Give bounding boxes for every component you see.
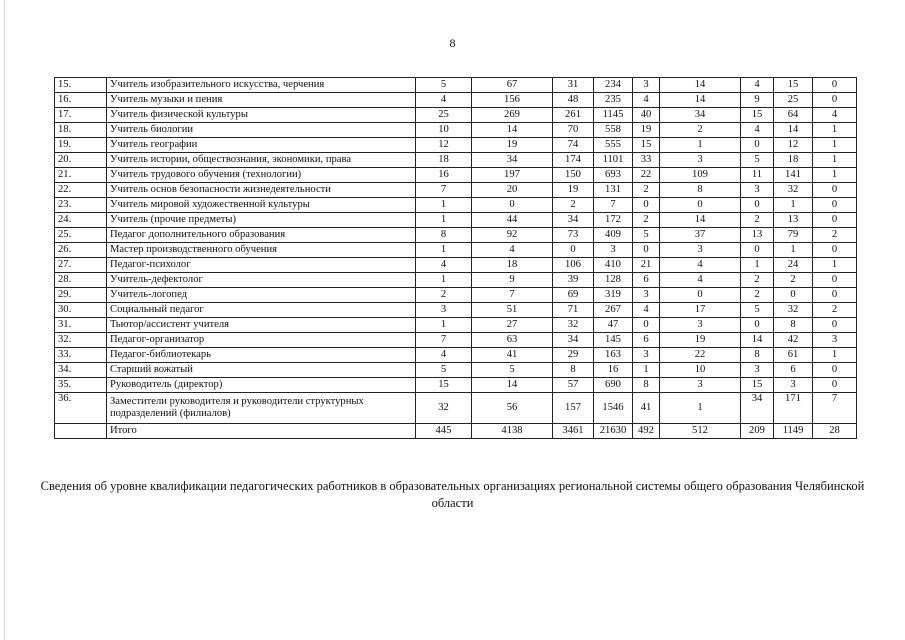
value-cell: 5: [416, 78, 472, 93]
value-cell: 14: [660, 93, 741, 108]
value-cell: 14: [660, 213, 741, 228]
value-cell: 71: [553, 303, 594, 318]
value-cell: 33: [633, 153, 660, 168]
row-number-cell: 32.: [55, 333, 107, 348]
position-name-cell: Учитель основ безопасности жизнедеятельности: [107, 183, 416, 198]
value-cell: 2: [813, 303, 857, 318]
value-cell: 51: [472, 303, 553, 318]
value-cell: 8: [741, 348, 774, 363]
value-cell: 6: [774, 363, 813, 378]
position-name-cell: Учитель мировой художественной культуры: [107, 198, 416, 213]
value-cell: 2: [741, 213, 774, 228]
position-name-cell: Учитель трудового обучения (технологии): [107, 168, 416, 183]
table-body: [55, 78, 857, 439]
value-cell: 2: [553, 198, 594, 213]
value-cell: 18: [416, 153, 472, 168]
table-row: [55, 303, 857, 318]
row-number-cell: 28.: [55, 273, 107, 288]
value-cell: 13: [774, 213, 813, 228]
row-number-cell: 16.: [55, 93, 107, 108]
value-cell: 0: [813, 378, 857, 393]
value-cell: 14: [774, 123, 813, 138]
value-cell: 24: [774, 258, 813, 273]
value-cell: 4: [660, 273, 741, 288]
table-row: [55, 318, 857, 333]
position-name-cell: Учитель истории, обществознания, экономики, права: [107, 153, 416, 168]
value-cell: 4: [416, 348, 472, 363]
table-row: [55, 243, 857, 258]
value-cell: 14: [472, 123, 553, 138]
value-cell: 234: [594, 78, 633, 93]
value-cell: 29: [553, 348, 594, 363]
value-cell: 0: [813, 213, 857, 228]
position-name-cell: Педагог дополнительного образования: [107, 228, 416, 243]
value-cell: 1: [813, 168, 857, 183]
value-cell: 4: [813, 108, 857, 123]
row-number-cell: 20.: [55, 153, 107, 168]
value-cell: 1: [416, 273, 472, 288]
value-cell: 3: [660, 153, 741, 168]
value-cell: 74: [553, 138, 594, 153]
value-cell: 5: [741, 153, 774, 168]
value-cell: 1: [813, 153, 857, 168]
value-cell: 0: [741, 198, 774, 213]
value-cell: 0: [660, 288, 741, 303]
value-cell: 39: [553, 273, 594, 288]
value-cell: 41: [472, 348, 553, 363]
value-cell: 1: [416, 243, 472, 258]
value-cell: 17: [660, 303, 741, 318]
value-cell: 1149: [774, 424, 813, 439]
page-number: 8: [449, 36, 456, 50]
value-cell: 8: [660, 183, 741, 198]
table-row: [55, 258, 857, 273]
value-cell: 7: [472, 288, 553, 303]
row-number-cell: 36.: [55, 393, 107, 424]
section-heading: Сведения об уровне квалификации педагогических работников в образовательных организациях региональной системы общего образования Челябинской области: [40, 479, 865, 510]
table-row: [55, 363, 857, 378]
value-cell: 22: [633, 168, 660, 183]
value-cell: 10: [416, 123, 472, 138]
table-row: [55, 78, 857, 93]
row-number-cell: 31.: [55, 318, 107, 333]
value-cell: 1: [416, 213, 472, 228]
value-cell: 28: [813, 424, 857, 439]
value-cell: 4: [741, 123, 774, 138]
value-cell: 34: [553, 333, 594, 348]
value-cell: 7: [416, 333, 472, 348]
value-cell: 4: [416, 258, 472, 273]
value-cell: 141: [774, 168, 813, 183]
value-cell: 31: [553, 78, 594, 93]
row-number-cell: 35.: [55, 378, 107, 393]
value-cell: 19: [472, 138, 553, 153]
value-cell: 157: [553, 393, 594, 424]
value-cell: 171: [774, 393, 813, 424]
value-cell: 2: [660, 123, 741, 138]
value-cell: 73: [553, 228, 594, 243]
value-cell: 4138: [472, 424, 553, 439]
position-name-cell: Педагог-организатор: [107, 333, 416, 348]
table-row: [55, 273, 857, 288]
value-cell: 690: [594, 378, 633, 393]
value-cell: 172: [594, 213, 633, 228]
value-cell: 9: [472, 273, 553, 288]
value-cell: 34: [741, 393, 774, 424]
value-cell: 9: [741, 93, 774, 108]
table-total-row: [55, 424, 857, 439]
table-row: [55, 138, 857, 153]
value-cell: 4: [472, 243, 553, 258]
value-cell: 0: [813, 93, 857, 108]
value-cell: 25: [416, 108, 472, 123]
value-cell: 0: [741, 243, 774, 258]
value-cell: 0: [633, 198, 660, 213]
position-name-cell: Учитель физической культуры: [107, 108, 416, 123]
value-cell: 197: [472, 168, 553, 183]
value-cell: 163: [594, 348, 633, 363]
row-number-cell: 18.: [55, 123, 107, 138]
value-cell: 512: [660, 424, 741, 439]
value-cell: 18: [774, 153, 813, 168]
position-name-cell: Учитель-дефектолог: [107, 273, 416, 288]
value-cell: 109: [660, 168, 741, 183]
value-cell: 7: [813, 393, 857, 424]
value-cell: 61: [774, 348, 813, 363]
position-name-cell: Тьютор/ассистент учителя: [107, 318, 416, 333]
value-cell: 0: [813, 318, 857, 333]
value-cell: 3: [633, 348, 660, 363]
value-cell: 1: [633, 363, 660, 378]
table-row: [55, 213, 857, 228]
table-row: [55, 378, 857, 393]
value-cell: 3461: [553, 424, 594, 439]
value-cell: 5: [633, 228, 660, 243]
value-cell: 0: [813, 78, 857, 93]
value-cell: 18: [472, 258, 553, 273]
row-number-cell: 19.: [55, 138, 107, 153]
value-cell: 13: [741, 228, 774, 243]
value-cell: 70: [553, 123, 594, 138]
row-number-cell: 29.: [55, 288, 107, 303]
value-cell: 67: [472, 78, 553, 93]
value-cell: 12: [416, 138, 472, 153]
value-cell: 492: [633, 424, 660, 439]
value-cell: 269: [472, 108, 553, 123]
position-name-cell: Учитель музыки и пения: [107, 93, 416, 108]
value-cell: 1101: [594, 153, 633, 168]
staff-table: [54, 77, 857, 439]
value-cell: 1: [660, 138, 741, 153]
value-cell: 7: [416, 183, 472, 198]
row-number-cell: 34.: [55, 363, 107, 378]
value-cell: 3: [416, 303, 472, 318]
value-cell: 34: [553, 213, 594, 228]
value-cell: 209: [741, 424, 774, 439]
table-row: [55, 183, 857, 198]
value-cell: 0: [813, 183, 857, 198]
value-cell: 16: [416, 168, 472, 183]
value-cell: 63: [472, 333, 553, 348]
value-cell: 8: [633, 378, 660, 393]
table-row: [55, 198, 857, 213]
value-cell: 27: [472, 318, 553, 333]
row-number-cell: 30.: [55, 303, 107, 318]
value-cell: 8: [774, 318, 813, 333]
page-edge-line: [4, 0, 5, 640]
value-cell: 558: [594, 123, 633, 138]
value-cell: 0: [660, 198, 741, 213]
row-number-cell: 21.: [55, 168, 107, 183]
value-cell: 3: [660, 243, 741, 258]
row-number-cell: 15.: [55, 78, 107, 93]
value-cell: 1145: [594, 108, 633, 123]
value-cell: 15: [741, 378, 774, 393]
position-name-cell: Старший вожатый: [107, 363, 416, 378]
value-cell: 693: [594, 168, 633, 183]
value-cell: 41: [633, 393, 660, 424]
value-cell: 25: [774, 93, 813, 108]
position-name-cell: Учитель изобразительного искусства, черчения: [107, 78, 416, 93]
table-row: [55, 108, 857, 123]
table-row: [55, 153, 857, 168]
row-number-cell: 33.: [55, 348, 107, 363]
value-cell: 0: [553, 243, 594, 258]
value-cell: 1: [813, 138, 857, 153]
value-cell: 16: [594, 363, 633, 378]
row-number-cell: 27.: [55, 258, 107, 273]
value-cell: 0: [472, 198, 553, 213]
value-cell: 2: [633, 183, 660, 198]
value-cell: 3: [594, 243, 633, 258]
value-cell: 32: [553, 318, 594, 333]
value-cell: 3: [633, 288, 660, 303]
value-cell: 410: [594, 258, 633, 273]
value-cell: 0: [774, 288, 813, 303]
row-number-cell: 17.: [55, 108, 107, 123]
position-name-cell: Педагог-психолог: [107, 258, 416, 273]
value-cell: 4: [633, 303, 660, 318]
value-cell: 32: [416, 393, 472, 424]
row-number-cell: 23.: [55, 198, 107, 213]
value-cell: 14: [660, 78, 741, 93]
value-cell: 4: [660, 258, 741, 273]
value-cell: 15: [633, 138, 660, 153]
value-cell: 34: [472, 153, 553, 168]
value-cell: 128: [594, 273, 633, 288]
value-cell: 0: [813, 198, 857, 213]
value-cell: 445: [416, 424, 472, 439]
value-cell: 2: [741, 288, 774, 303]
value-cell: 3: [741, 363, 774, 378]
value-cell: 1: [774, 198, 813, 213]
position-name-cell: Учитель биологии: [107, 123, 416, 138]
position-name-cell: Социальный педагог: [107, 303, 416, 318]
position-name-cell: Руководитель (директор): [107, 378, 416, 393]
value-cell: 0: [813, 243, 857, 258]
value-cell: 22: [660, 348, 741, 363]
value-cell: 15: [741, 108, 774, 123]
value-cell: 555: [594, 138, 633, 153]
position-name-cell: Педагог-библиотекарь: [107, 348, 416, 363]
value-cell: 15: [416, 378, 472, 393]
value-cell: 0: [813, 288, 857, 303]
value-cell: 20: [472, 183, 553, 198]
value-cell: 8: [553, 363, 594, 378]
table-row: [55, 168, 857, 183]
value-cell: 42: [774, 333, 813, 348]
value-cell: 3: [741, 183, 774, 198]
value-cell: 106: [553, 258, 594, 273]
row-number-cell: 24.: [55, 213, 107, 228]
table-row: [55, 288, 857, 303]
value-cell: 2: [633, 213, 660, 228]
value-cell: 19: [633, 123, 660, 138]
value-cell: 3: [660, 378, 741, 393]
value-cell: 4: [633, 93, 660, 108]
value-cell: 1: [774, 243, 813, 258]
table-row: [55, 393, 857, 424]
value-cell: 235: [594, 93, 633, 108]
value-cell: 0: [633, 318, 660, 333]
value-cell: 319: [594, 288, 633, 303]
value-cell: 150: [553, 168, 594, 183]
value-cell: 32: [774, 183, 813, 198]
value-cell: 267: [594, 303, 633, 318]
table-row: [55, 123, 857, 138]
value-cell: 261: [553, 108, 594, 123]
row-number-cell: [55, 424, 107, 439]
value-cell: 6: [633, 273, 660, 288]
value-cell: 3: [813, 333, 857, 348]
value-cell: 1: [813, 258, 857, 273]
value-cell: 19: [553, 183, 594, 198]
value-cell: 47: [594, 318, 633, 333]
value-cell: 409: [594, 228, 633, 243]
value-cell: 2: [741, 273, 774, 288]
value-cell: 69: [553, 288, 594, 303]
row-number-cell: 22.: [55, 183, 107, 198]
position-name-cell: Мастер производственного обучения: [107, 243, 416, 258]
value-cell: 37: [660, 228, 741, 243]
value-cell: 12: [774, 138, 813, 153]
value-cell: 32: [774, 303, 813, 318]
position-name-cell: Учитель географии: [107, 138, 416, 153]
value-cell: 8: [416, 228, 472, 243]
value-cell: 14: [472, 378, 553, 393]
table-row: [55, 333, 857, 348]
value-cell: 174: [553, 153, 594, 168]
value-cell: 1: [416, 318, 472, 333]
position-name-cell: Учитель-логопед: [107, 288, 416, 303]
value-cell: 10: [660, 363, 741, 378]
value-cell: 1: [813, 123, 857, 138]
row-number-cell: 25.: [55, 228, 107, 243]
value-cell: 5: [416, 363, 472, 378]
value-cell: 56: [472, 393, 553, 424]
value-cell: 5: [472, 363, 553, 378]
table-row: [55, 348, 857, 363]
value-cell: 1: [813, 348, 857, 363]
value-cell: 57: [553, 378, 594, 393]
value-cell: 145: [594, 333, 633, 348]
value-cell: 131: [594, 183, 633, 198]
value-cell: 34: [660, 108, 741, 123]
value-cell: 21: [633, 258, 660, 273]
position-name-cell: Заместители руководителя и руководители структурных подразделений (филиалов): [107, 393, 416, 424]
value-cell: 0: [813, 273, 857, 288]
row-number-cell: 26.: [55, 243, 107, 258]
table-row: [55, 93, 857, 108]
value-cell: 40: [633, 108, 660, 123]
value-cell: 14: [741, 333, 774, 348]
value-cell: 4: [416, 93, 472, 108]
table-row: [55, 228, 857, 243]
value-cell: 3: [660, 318, 741, 333]
position-name-cell: Итого: [107, 424, 416, 439]
value-cell: 79: [774, 228, 813, 243]
value-cell: 64: [774, 108, 813, 123]
value-cell: 4: [741, 78, 774, 93]
value-cell: 2: [416, 288, 472, 303]
value-cell: 48: [553, 93, 594, 108]
value-cell: 3: [774, 378, 813, 393]
value-cell: 1: [660, 393, 741, 424]
value-cell: 1: [741, 258, 774, 273]
position-name-cell: Учитель (прочие предметы): [107, 213, 416, 228]
value-cell: 1: [416, 198, 472, 213]
value-cell: 15: [774, 78, 813, 93]
value-cell: 6: [633, 333, 660, 348]
value-cell: 156: [472, 93, 553, 108]
value-cell: 7: [594, 198, 633, 213]
value-cell: 2: [813, 228, 857, 243]
value-cell: 44: [472, 213, 553, 228]
value-cell: 21630: [594, 424, 633, 439]
value-cell: 11: [741, 168, 774, 183]
value-cell: 5: [741, 303, 774, 318]
value-cell: 0: [633, 243, 660, 258]
value-cell: 19: [660, 333, 741, 348]
value-cell: 0: [813, 363, 857, 378]
value-cell: 0: [741, 138, 774, 153]
value-cell: 0: [741, 318, 774, 333]
value-cell: 3: [633, 78, 660, 93]
value-cell: 1546: [594, 393, 633, 424]
value-cell: 92: [472, 228, 553, 243]
value-cell: 2: [774, 273, 813, 288]
